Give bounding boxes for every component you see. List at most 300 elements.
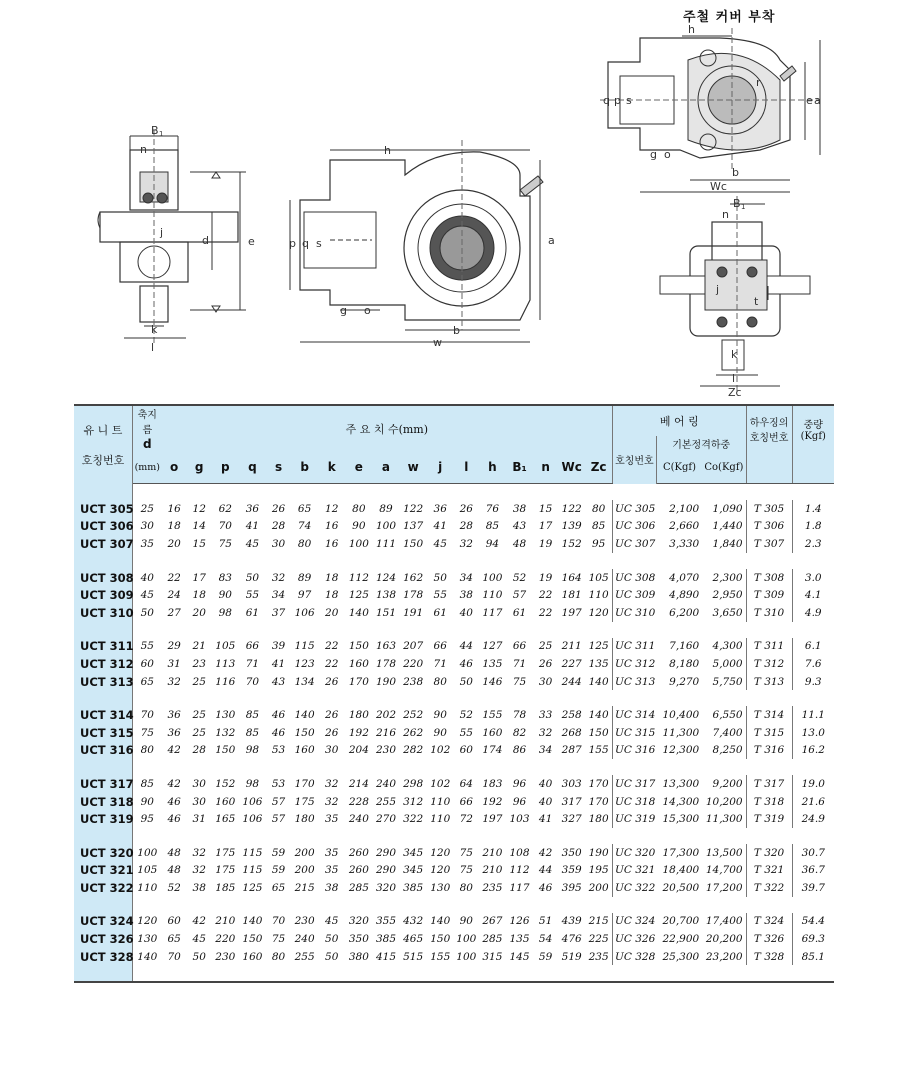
dimension-cell: 240 (375, 777, 396, 790)
dimension-cell: 290 (375, 846, 396, 859)
front-view-drawing (290, 140, 543, 342)
dimension-cell: 175 (294, 795, 315, 808)
dimension-cell: 115 (242, 846, 263, 859)
dimension-cell: 28 (271, 520, 286, 533)
dimension-cell: 385 (375, 933, 396, 946)
weight-cell: 24.9 (801, 813, 825, 826)
dimension-cell: 34 (459, 571, 473, 584)
dimension-cell: 41 (271, 657, 286, 670)
dimension-cell: 110 (430, 813, 451, 826)
dimension-cell: 46 (167, 813, 181, 826)
dimension-cell: 48 (167, 846, 181, 859)
dimension-cell: 52 (459, 709, 473, 722)
static-load-cell: 1,440 (702, 518, 746, 536)
dynamic-load-cell: 7,160 (669, 640, 700, 653)
dimension-cell: 105 (585, 569, 612, 587)
dimension-cell: 52 (167, 881, 181, 894)
spacer-cell (74, 484, 132, 501)
shaft-unit-header: (mm) (132, 451, 161, 484)
spec-table-container (74, 404, 834, 983)
dim-s-header: s (266, 451, 291, 484)
dimension-cell: 439 (561, 915, 582, 928)
weight-cell: 85.1 (801, 950, 825, 963)
bearing-number-cell: UC 311 (614, 640, 656, 653)
dimension-cell: 185 (215, 881, 236, 894)
dimension-cell: 27 (167, 606, 181, 619)
dimension-cell: 211 (561, 640, 582, 653)
dimension-cell: 50 (325, 933, 339, 946)
dimension-cell: 260 (348, 864, 369, 877)
bearing-number-cell: UC 320 (614, 846, 656, 859)
weight-cell: 16.2 (801, 744, 825, 757)
dimension-cell: 75 (512, 675, 527, 688)
dimension-cell: 139 (561, 520, 582, 533)
static-load-cell: 17,200 (702, 879, 746, 897)
dimension-cell: 268 (561, 726, 582, 739)
svg-text:j: j (716, 283, 720, 296)
bearing-number-cell: UC 319 (614, 813, 656, 826)
dimension-cell: 22 (538, 589, 553, 602)
dimension-cell: 106 (242, 813, 263, 826)
dimension-cell: 16 (325, 520, 339, 533)
dimension-cell: 34 (538, 744, 553, 757)
dimension-cell: 66 (512, 640, 527, 653)
weight-cell: 9.3 (804, 675, 822, 688)
svg-text:q: q (302, 237, 309, 250)
weight-cell: 30.7 (801, 846, 825, 859)
dimension-cell: 110 (482, 589, 503, 602)
dimension-cell: 235 (585, 948, 612, 966)
dimension-cell: 155 (585, 742, 612, 760)
table-row (74, 724, 834, 742)
dimension-cell: 75 (459, 846, 473, 859)
dimension-cell: 65 (271, 881, 286, 894)
shaft-diameter-cell: 110 (137, 881, 158, 894)
table-row (74, 604, 834, 622)
weight-cell: 4.1 (804, 589, 822, 602)
dimension-cell: 140 (585, 673, 612, 691)
dimension-cell: 134 (294, 675, 315, 688)
dimension-cell: 22 (325, 657, 339, 670)
shaft-diameter-cell: 75 (140, 726, 154, 739)
dim-o-header: o (162, 451, 187, 484)
basic-load-rating-header: 기본정격하중 (656, 436, 746, 451)
dynamic-load-cell: 22,900 (662, 933, 700, 946)
dimension-cell: 125 (348, 589, 369, 602)
dimension-cell: 115 (294, 640, 315, 653)
dimension-cell: 140 (585, 706, 612, 724)
dimension-cell: 320 (348, 915, 369, 928)
dimension-cell: 98 (245, 744, 260, 757)
svg-text:k: k (151, 323, 158, 336)
svg-text:q: q (603, 94, 610, 107)
dimension-cell: 46 (167, 795, 181, 808)
dimension-cell: 28 (459, 520, 473, 533)
dimension-cell: 192 (482, 795, 503, 808)
dimension-cell: 244 (561, 675, 582, 688)
svg-text:g: g (650, 148, 657, 161)
dimension-cell: 37 (271, 606, 286, 619)
dimension-cell: 200 (585, 879, 612, 897)
dimension-cell: 46 (271, 709, 286, 722)
dimension-cell: 350 (561, 846, 582, 859)
dimension-cell: 190 (585, 844, 612, 862)
cover-view-drawing (600, 28, 820, 192)
dimension-cell: 152 (215, 777, 236, 790)
svg-text:Wc: Wc (710, 180, 727, 193)
svg-text:n: n (140, 143, 147, 156)
dynamic-load-cell: 11,300 (662, 726, 700, 739)
dimension-cell: 140 (294, 709, 315, 722)
dimension-cell: 150 (403, 537, 424, 550)
group-spacer (74, 553, 834, 569)
dimension-cell: 44 (459, 640, 473, 653)
bearing-number-cell: UC 313 (614, 675, 656, 688)
svg-text:t: t (754, 295, 759, 308)
shaft-diameter-cell: 70 (140, 709, 154, 722)
group-spacer (74, 690, 834, 706)
dimension-cell: 50 (192, 950, 206, 963)
dimension-cell: 252 (403, 709, 424, 722)
dynamic-load-cell: 8,180 (669, 657, 700, 670)
dimension-cell: 48 (512, 537, 527, 550)
dimension-cell: 25 (538, 640, 553, 653)
dimension-cell: 285 (348, 881, 369, 894)
dimension-cell: 45 (433, 537, 447, 550)
dimension-cell: 54 (538, 933, 553, 946)
dimension-cell: 155 (430, 950, 451, 963)
unit-number-cell: UCT 314 (74, 706, 132, 724)
dimension-cell: 35 (325, 864, 339, 877)
dimension-cell: 43 (512, 520, 527, 533)
bearing-number-cell: UC 326 (614, 933, 656, 946)
dimension-cell: 38 (459, 589, 473, 602)
svg-text:h: h (688, 23, 695, 36)
dimension-cell: 135 (585, 655, 612, 673)
housing-number-header: 하우징의 호칭번호 (746, 405, 792, 451)
dimension-cell: 40 (538, 795, 553, 808)
shaft-diameter-cell: 45 (140, 589, 154, 602)
dimension-cell: 35 (325, 813, 339, 826)
dimension-cell: 35 (325, 846, 339, 859)
dimension-cell: 192 (348, 726, 369, 739)
svg-text:j: j (160, 226, 164, 239)
cover-side-view-drawing (660, 196, 810, 392)
dimension-cell: 90 (433, 709, 447, 722)
unit-number-cell: UCT 307 (74, 535, 132, 553)
dimension-cell: 162 (403, 571, 424, 584)
spacer-cell (74, 553, 132, 569)
dimension-cell: 215 (585, 913, 612, 931)
table-row (74, 500, 834, 518)
dimension-cell: 476 (561, 933, 582, 946)
dimension-cell: 30 (192, 777, 206, 790)
dimension-cell: 32 (459, 537, 473, 550)
unit-number-cell: UCT 322 (74, 879, 132, 897)
shaft-diameter-cell: 85 (140, 777, 154, 790)
dimension-cell: 90 (433, 726, 447, 739)
dimension-cell: 98 (245, 777, 260, 790)
housing-number-cell: T 319 (746, 810, 792, 828)
dimension-cell: 52 (512, 571, 527, 584)
dimension-cell: 42 (167, 744, 181, 757)
dimension-cell: 125 (585, 638, 612, 656)
dimension-cell: 160 (294, 744, 315, 757)
dimension-cell: 59 (271, 864, 286, 877)
dimension-cell: 140 (348, 606, 369, 619)
dimension-cell: 80 (459, 881, 473, 894)
dimension-cell: 55 (459, 726, 473, 739)
housing-number-cell: T 310 (746, 604, 792, 622)
dimension-cell: 66 (433, 640, 447, 653)
static-load-cell: 1,090 (702, 500, 746, 518)
dimension-cell: 170 (294, 777, 315, 790)
static-load-cell: 2,300 (702, 569, 746, 587)
dimension-cell: 100 (482, 571, 503, 584)
group-spacer (74, 484, 834, 501)
dimension-cell: 262 (403, 726, 424, 739)
weight-cell: 7.6 (804, 657, 822, 670)
dimension-cell: 45 (192, 933, 206, 946)
dimension-cell: 34 (271, 589, 286, 602)
shaft-diameter-cell: 130 (137, 933, 158, 946)
table-row (74, 586, 834, 604)
dimension-cell: 220 (403, 657, 424, 670)
dimension-cell: 18 (325, 571, 339, 584)
dimension-cell: 64 (459, 777, 473, 790)
unit-number-cell: UCT 305 (74, 500, 132, 518)
dimension-cell: 178 (403, 589, 424, 602)
dimension-cell: 225 (585, 930, 612, 948)
dynamic-load-cell: 25,300 (662, 950, 700, 963)
dimension-cell: 150 (242, 933, 263, 946)
dimension-cell: 170 (585, 793, 612, 811)
dimension-cell: 76 (485, 502, 500, 515)
spacer-cell (74, 622, 132, 638)
dimension-cell: 380 (348, 950, 369, 963)
dimension-cell: 164 (561, 571, 582, 584)
dynamic-load-header: C(Kgf) (656, 451, 702, 484)
housing-number-cell: T 308 (746, 569, 792, 587)
dimension-cell: 70 (218, 520, 232, 533)
dimension-cell: 17 (192, 571, 206, 584)
dimension-cell: 116 (215, 675, 236, 688)
bearing-number-cell: UC 322 (614, 881, 656, 894)
dimension-cell: 110 (585, 586, 612, 604)
dimension-cell: 22 (538, 606, 553, 619)
dimension-cell: 255 (294, 950, 315, 963)
housing-number-cell: T 313 (746, 673, 792, 691)
dimension-cell: 41 (433, 520, 447, 533)
dimension-cell: 267 (482, 915, 503, 928)
dimension-cell: 42 (192, 915, 206, 928)
dimension-cell: 220 (215, 933, 236, 946)
static-load-cell: 10,200 (702, 793, 746, 811)
weight-cell: 21.6 (801, 795, 825, 808)
dimension-cell: 115 (242, 864, 263, 877)
dimension-cell: 30 (325, 744, 339, 757)
dimension-cell: 32 (192, 864, 206, 877)
svg-text:b: b (453, 324, 460, 337)
dimension-cell: 31 (167, 657, 181, 670)
housing-number-cell: T 307 (746, 535, 792, 553)
dimension-cell: 180 (348, 709, 369, 722)
dimension-cell: 285 (482, 933, 503, 946)
dimension-cell: 66 (459, 795, 473, 808)
dimension-cell: 210 (482, 846, 503, 859)
dimension-cell: 303 (561, 777, 582, 790)
group-spacer (74, 965, 834, 982)
dimension-cell: 135 (482, 657, 503, 670)
svg-text:l: l (732, 372, 736, 385)
table-row (74, 793, 834, 811)
dimension-cell: 240 (348, 813, 369, 826)
dimension-cell: 432 (403, 915, 424, 928)
dimension-cell: 90 (352, 520, 366, 533)
spacer-cell (132, 622, 834, 638)
dimension-cell: 197 (482, 813, 503, 826)
dimension-cell: 215 (294, 881, 315, 894)
svg-text:b: b (732, 166, 739, 179)
weight-cell: 19.0 (801, 777, 825, 790)
dimension-cell: 22 (325, 640, 339, 653)
unit-number-cell: UCT 312 (74, 655, 132, 673)
static-load-cell: 1,840 (702, 535, 746, 553)
dimension-cell: 160 (348, 657, 369, 670)
side-view-drawing (98, 130, 246, 345)
unit-number-cell: UCT 309 (74, 586, 132, 604)
dim-w-header: w (400, 451, 427, 484)
dynamic-load-cell: 4,890 (669, 589, 700, 602)
svg-text:B: B (733, 197, 741, 210)
table-row (74, 948, 834, 966)
dimension-cell: 258 (561, 709, 582, 722)
svg-text:o: o (364, 304, 371, 317)
housing-number-cell: T 318 (746, 793, 792, 811)
dimension-cell: 298 (403, 777, 424, 790)
dimension-cell: 355 (375, 915, 396, 928)
dimension-cell: 62 (218, 502, 232, 515)
dimension-cell: 106 (294, 606, 315, 619)
dimension-cell: 32 (325, 795, 339, 808)
shaft-diameter-symbol: d (132, 436, 161, 451)
dynamic-load-cell: 6,200 (669, 606, 700, 619)
unit-number-cell: UCT 319 (74, 810, 132, 828)
dimension-cell: 28 (192, 744, 206, 757)
dimension-cell: 25 (192, 726, 206, 739)
weight-cell: 1.4 (804, 502, 822, 515)
static-load-cell: 6,550 (702, 706, 746, 724)
dimension-cell: 230 (294, 915, 315, 928)
unit-number-cell: UCT 317 (74, 775, 132, 793)
dimension-cell: 207 (403, 640, 424, 653)
dimension-cell: 71 (433, 657, 447, 670)
dimension-cell: 55 (245, 589, 260, 602)
bearing-number-cell: UC 309 (614, 589, 656, 602)
dim-b-header: b (291, 451, 318, 484)
static-load-cell: 4,300 (702, 638, 746, 656)
dimension-cell: 55 (433, 589, 447, 602)
dim-q-header: q (239, 451, 266, 484)
dimension-cell: 240 (294, 933, 315, 946)
svg-text:s: s (626, 94, 632, 107)
dimension-cell: 31 (192, 813, 206, 826)
dimension-cell: 210 (215, 915, 236, 928)
dimension-cell: 85 (245, 709, 260, 722)
dimension-cell: 140 (430, 915, 451, 928)
weight-header: 중량 (Kgf) (792, 405, 834, 451)
dimension-cell: 46 (538, 881, 553, 894)
dimension-cell: 30 (538, 675, 553, 688)
dimension-cell: 160 (482, 726, 503, 739)
dimension-cell: 102 (430, 744, 451, 757)
dimension-cell: 130 (430, 881, 451, 894)
static-load-cell: 20,200 (702, 930, 746, 948)
dimension-cell: 15 (192, 537, 206, 550)
dimension-cell: 100 (375, 520, 396, 533)
spacer-cell (74, 965, 132, 982)
dimension-cell: 124 (375, 571, 396, 584)
static-load-cell: 7,400 (702, 724, 746, 742)
dynamic-load-cell: 15,300 (662, 813, 700, 826)
dimension-cell: 96 (512, 795, 527, 808)
housing-number-cell: T 316 (746, 742, 792, 760)
dimension-cell: 45 (245, 537, 260, 550)
spacer-cell (74, 897, 132, 913)
table-row (74, 879, 834, 897)
dimension-cell: 71 (512, 657, 527, 670)
static-load-header: Co(Kgf) (702, 451, 746, 484)
svg-text:h: h (384, 144, 391, 157)
dimension-cell: 195 (585, 862, 612, 880)
spacer-cell (132, 759, 834, 775)
dimension-cell: 138 (375, 589, 396, 602)
dimension-cell: 70 (167, 950, 181, 963)
dimension-cell: 120 (585, 604, 612, 622)
bearing-number-cell: UC 312 (614, 657, 656, 670)
dimension-cell: 152 (561, 537, 582, 550)
dimension-cell: 65 (167, 933, 181, 946)
dimension-cell: 19 (538, 571, 553, 584)
dimension-cell: 174 (482, 744, 503, 757)
static-load-cell: 14,700 (702, 862, 746, 880)
dim-j-header: j (427, 451, 454, 484)
spacer-cell (132, 553, 834, 569)
unit-number-cell: UCT 321 (74, 862, 132, 880)
dimension-cell: 359 (561, 864, 582, 877)
table-row (74, 913, 834, 931)
group-spacer (74, 622, 834, 638)
dimension-cell: 59 (538, 950, 553, 963)
spacer-cell (132, 897, 834, 913)
dimension-cell: 315 (482, 950, 503, 963)
dimension-cell: 44 (538, 864, 553, 877)
group-spacer (74, 897, 834, 913)
dimension-cell: 50 (433, 571, 447, 584)
dimension-cell: 200 (294, 864, 315, 877)
svg-text:1: 1 (741, 203, 746, 211)
dimension-cell: 30 (192, 795, 206, 808)
dimension-cell: 26 (325, 709, 339, 722)
unit-number-cell: UCT 316 (74, 742, 132, 760)
shaft-diameter-cell: 140 (137, 950, 158, 963)
dimension-cell: 59 (271, 846, 286, 859)
dynamic-load-cell: 20,700 (662, 915, 700, 928)
spacer-cell (74, 828, 132, 844)
dimension-cell: 125 (242, 881, 263, 894)
dimension-cell: 90 (218, 589, 232, 602)
housing-number-cell: T 324 (746, 913, 792, 931)
